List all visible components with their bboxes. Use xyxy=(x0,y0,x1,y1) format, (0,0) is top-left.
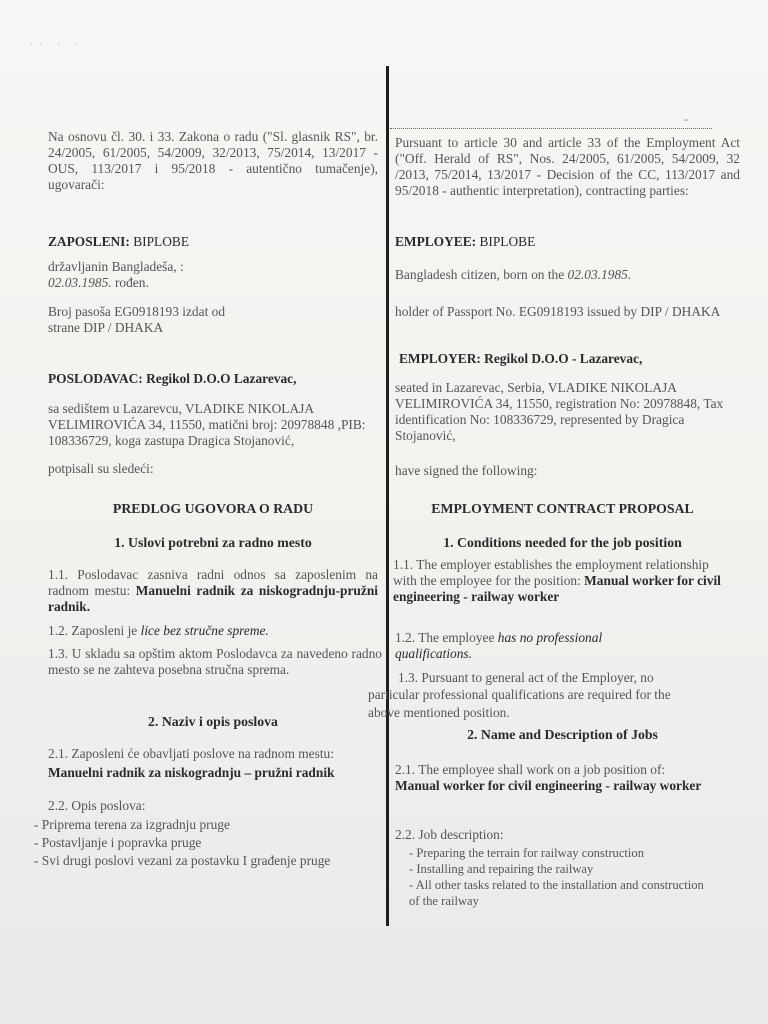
left-citizen xyxy=(48,259,248,291)
right-birth-date: 02.03.1985. xyxy=(567,267,632,282)
left-duties-list xyxy=(34,816,384,870)
left-preamble: Na osnovu čl. 30. i 33. Zakona o radu ("Sl. glasnik RS", br. 24/2005, 61/2005, 54/2009, 32/2013, 75/2014, 13/2017 - OUS, 113/2017 i 95/2018 - autentično tumačenje), ugovarači: xyxy=(48,129,378,192)
left-birth-suffix: rođen. xyxy=(111,275,149,290)
right-p11-text: 1.1. The employer establishes the employment relationship with the employee for the position: xyxy=(393,557,709,588)
left-employee-heading xyxy=(48,234,378,250)
list-item: - Preparing the terrain for railway construction xyxy=(409,846,644,860)
left-title: PREDLOG UGOVORA O RADU xyxy=(112,501,314,516)
list-item: - Postavljanje i popravka pruge xyxy=(34,835,202,850)
right-employer-label: EMPLOYER: Regikol D.O.O - Lazarevac, xyxy=(399,351,643,366)
list-item: - Svi drugi poslovi vezani za postavku I građenje pruge xyxy=(34,853,331,868)
right-duties-list xyxy=(409,845,709,909)
right-citizen-text: Bangladesh citizen, born on the xyxy=(395,267,568,282)
right-preamble: Pursuant to article 30 and article 33 of the Employment Act ("Off. Herald of RS", Nos. 24/2005, 61/2005, 54/2009, 32 /2013, 75/2014, 13/2017 - Decision of the CC, 113/2017 and 95/2018 - authentic interpretation), contracting parties: xyxy=(395,135,740,198)
left-signed: potpisali su sledeći: xyxy=(48,461,154,476)
right-citizen xyxy=(395,267,740,283)
right-signed: have signed the following: xyxy=(395,463,538,478)
right-employee-heading xyxy=(395,234,740,250)
right-p12-italic: has no professional qualifications. xyxy=(395,630,603,661)
left-p12-italic: lice bez stručne spreme. xyxy=(140,623,269,638)
left-section2-title: 2. Naziv i opis poslova xyxy=(148,714,278,729)
right-p12 xyxy=(395,630,655,662)
list-item: - All other tasks related to the installation and construction of the railway xyxy=(409,878,704,908)
left-employer-address: sa sedištem u Lazarevcu, VLADIKE NIKOLAJA VELIMIROVIĆA 34, 11550, matični broj: 20978848 ,PIB: 108336729, koga zastupa Dragica Stojanović, xyxy=(48,401,366,448)
left-employee-name: BIPLOBE xyxy=(133,234,190,249)
right-p12-text: 1.2. The employee xyxy=(395,630,498,645)
right-p21-bold: Manual worker for civil engineering - railway worker xyxy=(395,778,702,793)
left-passport: Broj pasoša EG0918193 izdat od strane DIP / DHAKA xyxy=(48,304,226,335)
right-section1-title: 1. Conditions needed for the job position xyxy=(443,535,682,550)
left-p21-bold: Manuelni radnik za niskogradnju – pružni radnik xyxy=(48,765,335,780)
right-section2-title: 2. Name and Description of Jobs xyxy=(467,727,658,742)
right-p13-line1: 1.3. Pursuant to general act of the Employer, no xyxy=(398,670,654,685)
left-p11 xyxy=(48,567,378,615)
left-p21-text: 2.1. Zaposleni će obavljati poslove na radnom mestu: xyxy=(48,746,334,761)
right-employer-address: seated in Lazarevac, Serbia, VLADIKE NIKOLAJA VELIMIROVIĆA 34, 11550, registration No: 20978848, Tax identification No: 108336729, represented by Dragica Stojanović, xyxy=(395,380,724,443)
dotted-rule xyxy=(390,128,712,129)
list-item: - Priprema terena za izgradnju pruge xyxy=(34,817,230,832)
scan-specks: ·· · · xyxy=(30,40,85,51)
right-p11 xyxy=(393,557,723,605)
list-item: - Installing and repairing the railway xyxy=(409,862,594,876)
left-p22-title: 2.2. Opis poslova: xyxy=(48,798,146,813)
left-p13: 1.3. U skladu sa opštim aktom Poslodavca za navedeno radno mesto se ne zahteva posebna stručna sprema. xyxy=(48,646,382,677)
right-employee-name: BIPLOBE xyxy=(479,234,536,249)
right-p22-title: 2.2. Job description: xyxy=(395,827,504,842)
scan-mark: - xyxy=(684,112,688,126)
left-employer-label: POSLODAVAC: Regikol D.O.O Lazarevac, xyxy=(48,371,297,386)
left-section1-title: 1. Uslovi potrebni za radno mesto xyxy=(114,535,312,550)
left-employee-label: ZAPOSLENI: xyxy=(48,234,130,249)
left-p12 xyxy=(48,623,378,639)
right-passport: holder of Passport No. EG0918193 issued by DIP / DHAKA xyxy=(395,304,721,319)
right-title: EMPLOYMENT CONTRACT PROPOSAL xyxy=(431,501,694,516)
right-p13-line2: particular professional qualifications are required for the xyxy=(368,687,671,702)
right-p11-bold: Manual worker for civil engineering - railway worker xyxy=(393,573,721,604)
right-p13-line3: above mentioned position. xyxy=(368,705,510,720)
left-p11-text: 1.1. Poslodavac zasniva radni odnos sa zaposlenim na radnom mestu: xyxy=(48,567,378,598)
right-employee-label: EMPLOYEE: xyxy=(395,234,477,249)
right-p21-text: 2.1. The employee shall work on a job position of: xyxy=(395,762,666,777)
column-divider xyxy=(386,66,389,926)
left-birth-date: 02.03.1985. xyxy=(48,275,112,290)
left-p12-text: 1.2. Zaposleni je xyxy=(48,623,141,638)
left-citizen-prefix: državljanin Bangladeša, : xyxy=(48,259,184,274)
left-p11-bold: Manuelni radnik za niskogradnju-pružni radnik. xyxy=(48,583,378,614)
